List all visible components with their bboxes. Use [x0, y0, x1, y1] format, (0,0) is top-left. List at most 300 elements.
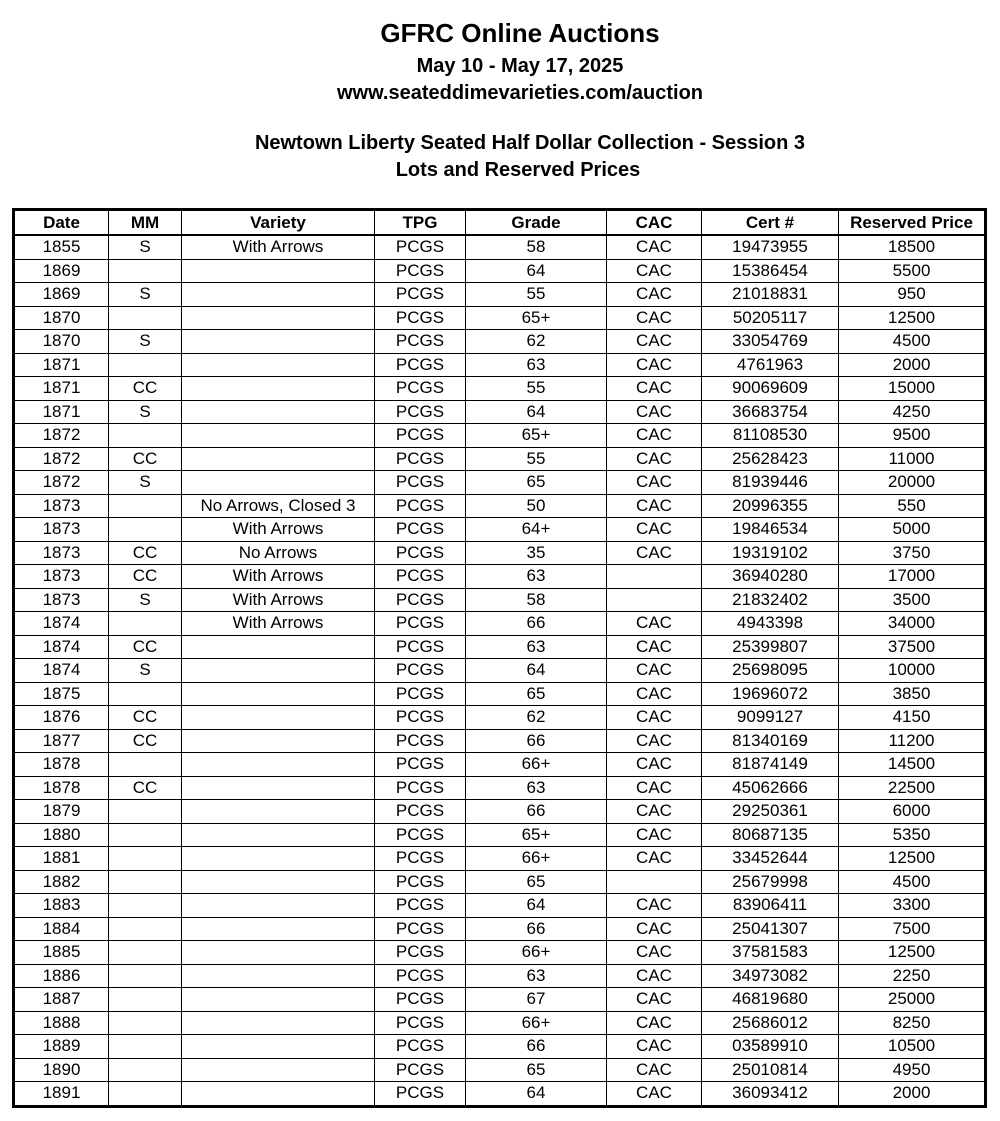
variety-cell: With Arrows [182, 588, 375, 612]
tpg-cell: PCGS [375, 400, 466, 424]
tpg-cell: PCGS [375, 635, 466, 659]
table-row [14, 494, 986, 518]
variety-cell [182, 377, 375, 401]
date-cell: 1891 [14, 1082, 109, 1107]
cac-cell [607, 588, 702, 612]
cert-number-cell: 21832402 [702, 588, 839, 612]
mint-mark-cell [109, 494, 182, 518]
table-row [14, 424, 986, 448]
column-header-tpg: TPG [375, 210, 466, 236]
cac-cell: CAC [607, 635, 702, 659]
mint-mark-cell [109, 988, 182, 1012]
variety-cell [182, 1082, 375, 1107]
cert-number-cell: 81939446 [702, 471, 839, 495]
column-header-mm: MM [109, 210, 182, 236]
table-row [14, 400, 986, 424]
variety-cell [182, 635, 375, 659]
grade-cell: 62 [466, 706, 607, 730]
grade-cell: 35 [466, 541, 607, 565]
tpg-cell: PCGS [375, 1082, 466, 1107]
date-cell: 1878 [14, 753, 109, 777]
mint-mark-cell: CC [109, 635, 182, 659]
cert-number-cell: 90069609 [702, 377, 839, 401]
mint-mark-cell: S [109, 588, 182, 612]
date-cell: 1874 [14, 659, 109, 683]
column-header-cac: CAC [607, 210, 702, 236]
grade-cell: 67 [466, 988, 607, 1012]
cac-cell: CAC [607, 682, 702, 706]
tpg-cell: PCGS [375, 894, 466, 918]
collection-subtitle: Lots and Reserved Prices [395, 159, 641, 181]
date-cell: 1869 [14, 283, 109, 307]
cac-cell: CAC [607, 1035, 702, 1059]
date-cell: 1870 [14, 330, 109, 354]
mint-mark-cell [109, 823, 182, 847]
reserved-price-cell: 3750 [839, 541, 986, 565]
grade-cell: 66 [466, 612, 607, 636]
variety-cell: No Arrows, Closed 3 [182, 494, 375, 518]
variety-cell [182, 706, 375, 730]
cert-number-cell: 19473955 [702, 235, 839, 259]
date-cell: 1888 [14, 1011, 109, 1035]
table-row [14, 283, 986, 307]
variety-cell [182, 659, 375, 683]
reserved-price-cell: 2250 [839, 964, 986, 988]
date-cell: 1878 [14, 776, 109, 800]
cac-cell: CAC [607, 753, 702, 777]
grade-cell: 65 [466, 471, 607, 495]
reserved-price-cell: 10000 [839, 659, 986, 683]
tpg-cell: PCGS [375, 518, 466, 542]
reserved-price-cell: 12500 [839, 306, 986, 330]
cac-cell [607, 565, 702, 589]
table-header-row [14, 210, 986, 236]
table-row [14, 330, 986, 354]
grade-cell: 66+ [466, 847, 607, 871]
reserved-price-cell: 4500 [839, 870, 986, 894]
table-row [14, 917, 986, 941]
grade-cell: 65+ [466, 823, 607, 847]
date-cell: 1886 [14, 964, 109, 988]
table-row [14, 776, 986, 800]
cac-cell: CAC [607, 917, 702, 941]
cac-cell: CAC [607, 377, 702, 401]
grade-cell: 65+ [466, 306, 607, 330]
tpg-cell: PCGS [375, 1035, 466, 1059]
grade-cell: 66 [466, 917, 607, 941]
mint-mark-cell [109, 424, 182, 448]
tpg-cell: PCGS [375, 988, 466, 1012]
mint-mark-cell [109, 1082, 182, 1107]
variety-cell [182, 353, 375, 377]
cert-number-cell: 36093412 [702, 1082, 839, 1107]
variety-cell [182, 870, 375, 894]
date-cell: 1869 [14, 259, 109, 283]
cac-cell: CAC [607, 259, 702, 283]
cert-number-cell: 50205117 [702, 306, 839, 330]
grade-cell: 64 [466, 894, 607, 918]
table-row [14, 518, 986, 542]
cert-number-cell: 25628423 [702, 447, 839, 471]
reserved-price-cell: 11000 [839, 447, 986, 471]
table-row [14, 1011, 986, 1035]
cac-cell: CAC [607, 941, 702, 965]
tpg-cell: PCGS [375, 753, 466, 777]
mint-mark-cell [109, 800, 182, 824]
mint-mark-cell [109, 847, 182, 871]
date-cell: 1873 [14, 565, 109, 589]
grade-cell: 64 [466, 1082, 607, 1107]
reserved-price-cell: 25000 [839, 988, 986, 1012]
tpg-cell: PCGS [375, 847, 466, 871]
cac-cell: CAC [607, 612, 702, 636]
grade-cell: 63 [466, 565, 607, 589]
table-row [14, 964, 986, 988]
tpg-cell: PCGS [375, 612, 466, 636]
cac-cell: CAC [607, 471, 702, 495]
reserved-price-cell: 5000 [839, 518, 986, 542]
date-cell: 1877 [14, 729, 109, 753]
cert-number-cell: 81108530 [702, 424, 839, 448]
cac-cell: CAC [607, 353, 702, 377]
table-row [14, 588, 986, 612]
mint-mark-cell: CC [109, 706, 182, 730]
column-header-cert: Cert # [702, 210, 839, 236]
variety-cell [182, 823, 375, 847]
reserved-price-cell: 2000 [839, 353, 986, 377]
grade-cell: 50 [466, 494, 607, 518]
grade-cell: 66+ [466, 941, 607, 965]
reserved-price-cell: 5500 [839, 259, 986, 283]
cac-cell: CAC [607, 729, 702, 753]
cac-cell: CAC [607, 894, 702, 918]
cert-number-cell: 4943398 [702, 612, 839, 636]
cac-cell: CAC [607, 330, 702, 354]
table-row [14, 894, 986, 918]
tpg-cell: PCGS [375, 235, 466, 259]
page-title: GFRC Online Auctions [380, 18, 660, 48]
variety-cell [182, 776, 375, 800]
table-row [14, 988, 986, 1012]
cert-number-cell: 36940280 [702, 565, 839, 589]
mint-mark-cell [109, 870, 182, 894]
cac-cell: CAC [607, 823, 702, 847]
reserved-price-cell: 15000 [839, 377, 986, 401]
cac-cell: CAC [607, 518, 702, 542]
tpg-cell: PCGS [375, 1058, 466, 1082]
cac-cell: CAC [607, 447, 702, 471]
mint-mark-cell: S [109, 471, 182, 495]
cert-number-cell: 19319102 [702, 541, 839, 565]
cert-number-cell: 25010814 [702, 1058, 839, 1082]
cac-cell: CAC [607, 235, 702, 259]
grade-cell: 64 [466, 659, 607, 683]
mint-mark-cell [109, 306, 182, 330]
table-row [14, 259, 986, 283]
tpg-cell: PCGS [375, 776, 466, 800]
cac-cell: CAC [607, 800, 702, 824]
mint-mark-cell [109, 917, 182, 941]
variety-cell [182, 306, 375, 330]
auction-url: www.seateddimevarieties.com/auction [336, 82, 704, 104]
cert-number-cell: 46819680 [702, 988, 839, 1012]
date-cell: 1873 [14, 588, 109, 612]
grade-cell: 63 [466, 635, 607, 659]
tpg-cell: PCGS [375, 565, 466, 589]
table-row [14, 753, 986, 777]
variety-cell [182, 729, 375, 753]
variety-cell [182, 1035, 375, 1059]
cac-cell: CAC [607, 659, 702, 683]
variety-cell: With Arrows [182, 518, 375, 542]
grade-cell: 62 [466, 330, 607, 354]
column-header-variety: Variety [182, 210, 375, 236]
cac-cell: CAC [607, 1011, 702, 1035]
tpg-cell: PCGS [375, 353, 466, 377]
tpg-cell: PCGS [375, 283, 466, 307]
tpg-cell: PCGS [375, 259, 466, 283]
mint-mark-cell: CC [109, 565, 182, 589]
reserved-price-cell: 22500 [839, 776, 986, 800]
mint-mark-cell: S [109, 400, 182, 424]
reserved-price-cell: 34000 [839, 612, 986, 636]
reserved-price-cell: 12500 [839, 941, 986, 965]
tpg-cell: PCGS [375, 471, 466, 495]
date-cell: 1871 [14, 377, 109, 401]
tpg-cell: PCGS [375, 494, 466, 518]
grade-cell: 66+ [466, 753, 607, 777]
mint-mark-cell: S [109, 330, 182, 354]
grade-cell: 55 [466, 447, 607, 471]
cert-number-cell: 45062666 [702, 776, 839, 800]
tpg-cell: PCGS [375, 964, 466, 988]
date-cell: 1875 [14, 682, 109, 706]
date-cell: 1874 [14, 612, 109, 636]
date-cell: 1870 [14, 306, 109, 330]
cac-cell: CAC [607, 706, 702, 730]
mint-mark-cell: CC [109, 377, 182, 401]
grade-cell: 64+ [466, 518, 607, 542]
mint-mark-cell [109, 1058, 182, 1082]
date-cell: 1884 [14, 917, 109, 941]
cac-cell: CAC [607, 847, 702, 871]
mint-mark-cell: CC [109, 447, 182, 471]
table-row [14, 565, 986, 589]
grade-cell: 65+ [466, 424, 607, 448]
date-cell: 1872 [14, 424, 109, 448]
grade-cell: 65 [466, 870, 607, 894]
cert-number-cell: 19696072 [702, 682, 839, 706]
reserved-price-cell: 37500 [839, 635, 986, 659]
reserved-price-cell: 8250 [839, 1011, 986, 1035]
cac-cell: CAC [607, 541, 702, 565]
reserved-price-cell: 950 [839, 283, 986, 307]
cac-cell: CAC [607, 400, 702, 424]
cert-number-cell: 33054769 [702, 330, 839, 354]
date-cell: 1872 [14, 447, 109, 471]
cac-cell: CAC [607, 306, 702, 330]
date-cell: 1881 [14, 847, 109, 871]
tpg-cell: PCGS [375, 659, 466, 683]
lots-table [12, 208, 987, 1108]
reserved-price-cell: 3500 [839, 588, 986, 612]
column-header-grade: Grade [466, 210, 607, 236]
table-row [14, 541, 986, 565]
reserved-price-cell: 9500 [839, 424, 986, 448]
tpg-cell: PCGS [375, 941, 466, 965]
cac-cell: CAC [607, 1082, 702, 1107]
grade-cell: 63 [466, 776, 607, 800]
variety-cell: No Arrows [182, 541, 375, 565]
auction-dates: May 10 - May 17, 2025 [416, 55, 624, 77]
cac-cell: CAC [607, 494, 702, 518]
date-cell: 1890 [14, 1058, 109, 1082]
variety-cell: With Arrows [182, 565, 375, 589]
cert-number-cell: 81874149 [702, 753, 839, 777]
mint-mark-cell: CC [109, 541, 182, 565]
date-cell: 1872 [14, 471, 109, 495]
reserved-price-cell: 3300 [839, 894, 986, 918]
grade-cell: 64 [466, 259, 607, 283]
grade-cell: 63 [466, 964, 607, 988]
variety-cell: With Arrows [182, 612, 375, 636]
grade-cell: 65 [466, 682, 607, 706]
reserved-price-cell: 20000 [839, 471, 986, 495]
table-row [14, 447, 986, 471]
variety-cell [182, 471, 375, 495]
cert-number-cell: 33452644 [702, 847, 839, 871]
table-row [14, 870, 986, 894]
reserved-price-cell: 11200 [839, 729, 986, 753]
mint-mark-cell [109, 259, 182, 283]
variety-cell [182, 988, 375, 1012]
tpg-cell: PCGS [375, 706, 466, 730]
cert-number-cell: 29250361 [702, 800, 839, 824]
mint-mark-cell [109, 1011, 182, 1035]
mint-mark-cell [109, 941, 182, 965]
variety-cell [182, 941, 375, 965]
cert-number-cell: 25698095 [702, 659, 839, 683]
reserved-price-cell: 3850 [839, 682, 986, 706]
reserved-price-cell: 5350 [839, 823, 986, 847]
grade-cell: 66+ [466, 1011, 607, 1035]
date-cell: 1876 [14, 706, 109, 730]
date-cell: 1889 [14, 1035, 109, 1059]
tpg-cell: PCGS [375, 682, 466, 706]
table-row [14, 1058, 986, 1082]
grade-cell: 65 [466, 1058, 607, 1082]
variety-cell [182, 847, 375, 871]
cert-number-cell: 34973082 [702, 964, 839, 988]
cac-cell: CAC [607, 964, 702, 988]
variety-cell [182, 259, 375, 283]
variety-cell [182, 894, 375, 918]
grade-cell: 66 [466, 800, 607, 824]
mint-mark-cell [109, 682, 182, 706]
variety-cell [182, 1011, 375, 1035]
cac-cell: CAC [607, 424, 702, 448]
mint-mark-cell [109, 518, 182, 542]
column-header-reserved-price: Reserved Price [839, 210, 986, 236]
reserved-price-cell: 550 [839, 494, 986, 518]
mint-mark-cell: S [109, 283, 182, 307]
mint-mark-cell [109, 353, 182, 377]
cac-cell: CAC [607, 776, 702, 800]
variety-cell [182, 964, 375, 988]
variety-cell [182, 800, 375, 824]
table-row [14, 377, 986, 401]
cert-number-cell: 4761963 [702, 353, 839, 377]
tpg-cell: PCGS [375, 424, 466, 448]
table-row [14, 353, 986, 377]
mint-mark-cell [109, 1035, 182, 1059]
mint-mark-cell [109, 894, 182, 918]
tpg-cell: PCGS [375, 588, 466, 612]
variety-cell [182, 424, 375, 448]
tpg-cell: PCGS [375, 541, 466, 565]
variety-cell [182, 447, 375, 471]
date-cell: 1855 [14, 235, 109, 259]
column-header-date: Date [14, 210, 109, 236]
cert-number-cell: 25399807 [702, 635, 839, 659]
table-row [14, 612, 986, 636]
date-cell: 1879 [14, 800, 109, 824]
date-cell: 1871 [14, 353, 109, 377]
cert-number-cell: 21018831 [702, 283, 839, 307]
table-row [14, 659, 986, 683]
tpg-cell: PCGS [375, 823, 466, 847]
cert-number-cell: 15386454 [702, 259, 839, 283]
tpg-cell: PCGS [375, 917, 466, 941]
date-cell: 1887 [14, 988, 109, 1012]
reserved-price-cell: 4950 [839, 1058, 986, 1082]
table-row [14, 941, 986, 965]
table-row [14, 235, 986, 259]
reserved-price-cell: 17000 [839, 565, 986, 589]
tpg-cell: PCGS [375, 800, 466, 824]
table-row [14, 729, 986, 753]
mint-mark-cell: CC [109, 729, 182, 753]
table-row [14, 471, 986, 495]
mint-mark-cell [109, 964, 182, 988]
cert-number-cell: 37581583 [702, 941, 839, 965]
reserved-price-cell: 4150 [839, 706, 986, 730]
tpg-cell: PCGS [375, 729, 466, 753]
table-row [14, 635, 986, 659]
cert-number-cell: 19846534 [702, 518, 839, 542]
collection-title: Newtown Liberty Seated Half Dollar Collection - Session 3 [254, 132, 806, 154]
variety-cell [182, 917, 375, 941]
reserved-price-cell: 12500 [839, 847, 986, 871]
reserved-price-cell: 10500 [839, 1035, 986, 1059]
cert-number-cell: 25679998 [702, 870, 839, 894]
cert-number-cell: 83906411 [702, 894, 839, 918]
variety-cell [182, 1058, 375, 1082]
reserved-price-cell: 2000 [839, 1082, 986, 1107]
tpg-cell: PCGS [375, 306, 466, 330]
variety-cell [182, 682, 375, 706]
cert-number-cell: 03589910 [702, 1035, 839, 1059]
cac-cell [607, 870, 702, 894]
reserved-price-cell: 14500 [839, 753, 986, 777]
table-row [14, 706, 986, 730]
variety-cell: With Arrows [182, 235, 375, 259]
grade-cell: 66 [466, 729, 607, 753]
grade-cell: 63 [466, 353, 607, 377]
date-cell: 1873 [14, 494, 109, 518]
grade-cell: 66 [466, 1035, 607, 1059]
tpg-cell: PCGS [375, 447, 466, 471]
